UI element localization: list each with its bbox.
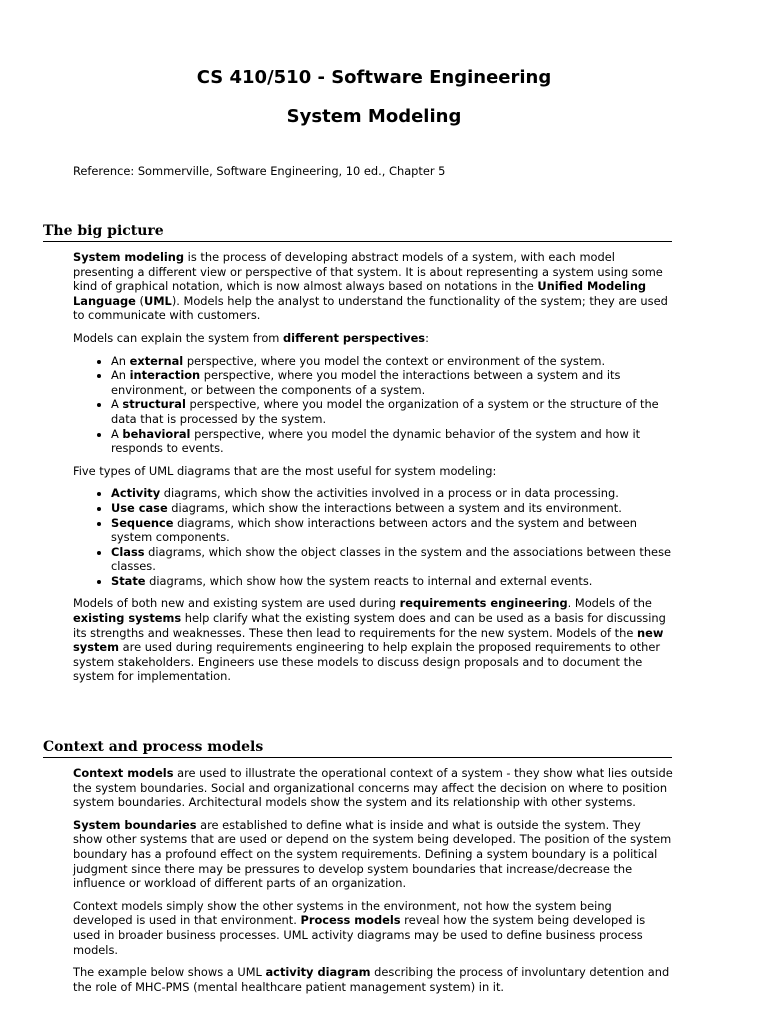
paragraph: Models of both new and existing system are used during requirements engineering. Models of the existing systems help clarify what the existing system does and can be used as a basis for discussing its strengths and weaknesses. These then lead to requirements for the new system. Models of the new system are used during requirements engineering to help explain the proposed requirements to other system stakeholders. Engineers use these models to discuss design proposals and to document the system for implementation. <box>73 596 666 684</box>
page-subtitle: System Modeling <box>286 106 462 127</box>
list-item: • State diagrams, which show how the system reacts to internal and external events. <box>111 574 673 589</box>
section-heading-big-picture: The big picture <box>43 223 672 242</box>
paragraph: Context models simply show the other systems in the environment, not how the system being developed is used in that environment. Process models reveal how the system being developed is used in broader business processes. UML activity diagrams may be used to define business process models. <box>73 898 646 957</box>
list-item: • Activity diagrams, which show the activities involved in a process or in data processing. <box>111 486 673 501</box>
diagram-types-list <box>73 486 673 588</box>
bold-term: activity diagram <box>265 965 371 980</box>
section-context-models <box>73 766 673 1002</box>
bold-term: Use case <box>111 500 168 515</box>
bold-term: new system <box>73 625 664 655</box>
bold-term: Class <box>111 544 145 559</box>
bold-term: System boundaries <box>73 817 197 832</box>
paragraph: Models can explain the system from different perspectives: <box>73 330 429 345</box>
list-item: • Sequence diagrams, which show interactions between actors and the system and between system components. <box>111 516 673 545</box>
list-item: • Class diagrams, which show the object classes in the system and the associations between these classes. <box>111 545 673 574</box>
section-heading-context-models: Context and process models <box>43 739 672 758</box>
bold-term: behavioral <box>122 426 191 441</box>
bold-term: Unified Modeling Language <box>73 279 647 308</box>
bold-term: different perspectives <box>283 330 426 345</box>
page-title: CS 410/510 - Software Engineering <box>196 67 552 88</box>
bold-term: Context models <box>73 766 174 780</box>
paragraph: System boundaries are established to define what is inside and what is outside the system. They show other systems that are used or depend on the system being developed. The position of the system boundary has a profound effect on the system requirements. Defining a system boundary is a political judgment since there may be pressures to develop system boundaries that increase/decrease the influence or workload of different parts of an organization. <box>73 817 672 891</box>
bold-term: interaction <box>129 368 201 383</box>
bold-term: UML <box>143 293 172 308</box>
list-item: • An external perspective, where you model the context or environment of the system. <box>111 354 673 369</box>
bold-term: structural <box>122 397 186 412</box>
list-item: • An interaction perspective, where you model the interactions between a system and its environment, or between the components of a system. <box>111 368 673 397</box>
reference-line: Reference: Sommerville, Software Engineering, 10 ed., Chapter 5 <box>73 164 446 178</box>
paragraph: The example below shows a UML activity diagram describing the process of involuntary detention and the role of MHC-PMS (mental healthcare patient management system) in it. <box>73 965 670 994</box>
list-item: • A structural perspective, where you model the organization of a system or the structure of the data that is processed by the system. <box>111 397 673 426</box>
bold-term: Process models <box>300 913 401 928</box>
bold-term: external <box>129 353 184 368</box>
bold-term: System modeling <box>73 250 185 264</box>
list-item: • A behavioral perspective, where you model the dynamic behavior of the system and how it responds to events. <box>111 427 673 456</box>
paragraph: System modeling is the process of developing abstract models of a system, with each model presenting a different view or perspective of that system. It is about representing a system using some kind of graphical notation, which is now almost always based on notations in the Unified Modeling Language (UML). Models help the analyst to understand the functionality of the system; they are used to communicate with customers. <box>73 250 668 323</box>
paragraph: Five types of UML diagrams that are the most useful for system modeling: <box>73 463 497 478</box>
paragraph: Context models are used to illustrate the operational context of a system - they show what lies outside the system boundaries. Social and organizational concerns may affect the decision on where to position system boundaries. Architectural models show the system and its relationship with other systems. <box>73 766 673 810</box>
list-item: • Use case diagrams, which show the interactions between a system and its environment. <box>111 501 673 516</box>
section-big-picture <box>73 250 673 692</box>
bold-term: requirements engineering <box>399 596 568 611</box>
perspectives-list <box>73 354 673 456</box>
bold-term: Activity <box>111 486 161 501</box>
bold-term: State <box>111 573 146 588</box>
bold-term: Sequence <box>111 515 174 530</box>
bold-term: existing systems <box>73 611 182 626</box>
